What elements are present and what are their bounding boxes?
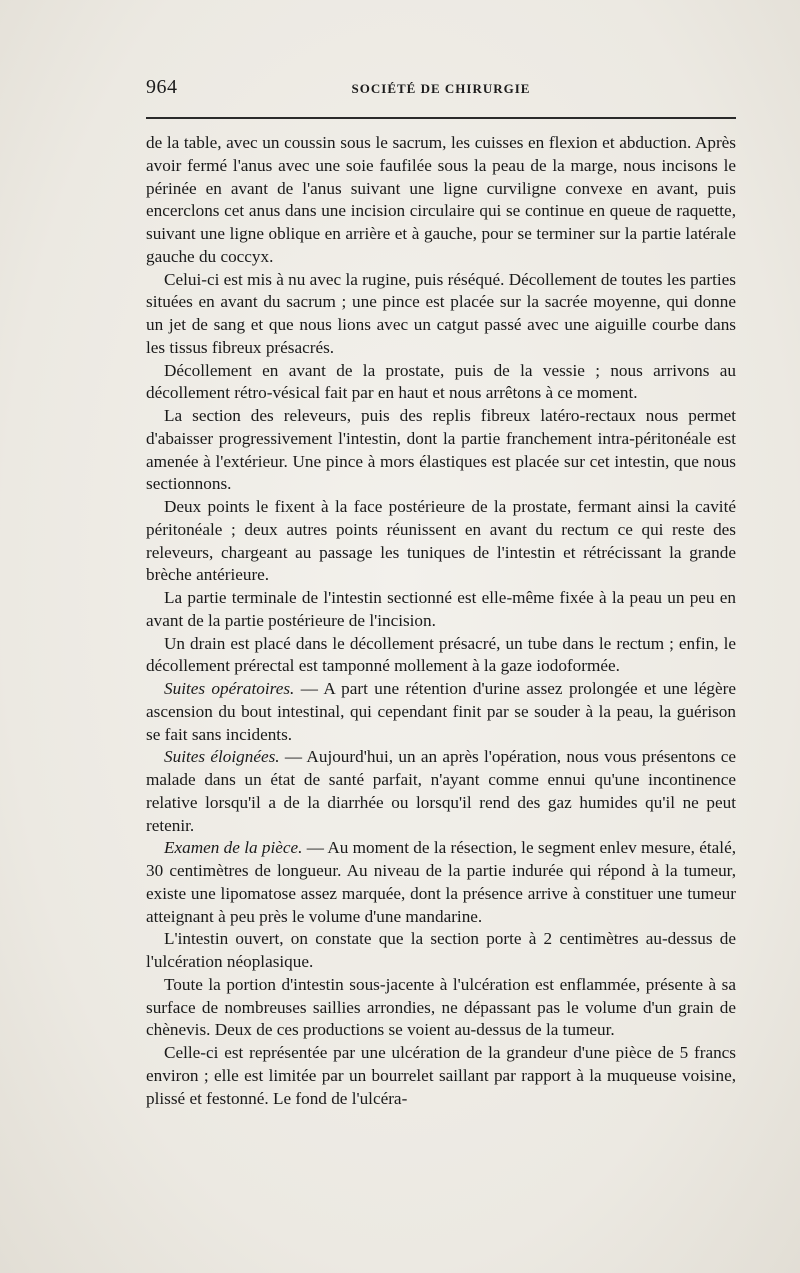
paragraph: Celui-ci est mis à nu avec la rugine, puis réséqué. Décollement de toutes les parties situées en avant du sacrum ; une pince est placée sur la sacrée moyenne, qui donne un jet de sang et que nous lions avec un catgut passé avec une aiguille courbe dans les tissus fibreux présacrés. xyxy=(146,269,736,357)
section-lead: Suites éloignées. xyxy=(164,747,280,767)
paragraph: de la table, avec un coussin sous le sacrum, les cuisses en flexion et abduction. Après avoir fermé l'anus avec une soie faufilée sous la peau de la marge, nous incisons le périnée en avant de l'anus suivant une ligne curviligne convexe en avant, puis encerclons cet anus dans une incision circulaire qui se continue en queue de raquette, suivant une ligne oblique en arrière et à gauche, pour se terminer sur la partie latérale gauche du coccyx. xyxy=(146,133,736,266)
page-header xyxy=(146,76,736,104)
paragraph: Toute la portion d'intestin sous-jacente à l'ulcération est enflammée, présente à sa surface de nombreuses saillies arrondies, ne dépassant pas le volume d'un grain de chènevis. Deux de ces productions se voient au-dessus de la tumeur. xyxy=(146,974,736,1040)
paragraph: Deux points le fixent à la face postérieure de la prostate, fermant ainsi la cavité péritonéale ; deux autres points réunissent en avant du rectum ce qui reste des releveurs, chargeant au passage les tuniques de l'intestin et rétrécissant la grande brèche antérieure. xyxy=(146,497,736,585)
paragraph: Un drain est placé dans le décollement présacré, un tube dans le rectum ; enfin, le décollement prérectal est tamponné mollement à la gaze iodoformée. xyxy=(146,633,736,676)
paragraph-text: — Aujourd'hui, un an après l'opération, nous vous présentons ce malade dans un état de santé parfait, n'ayant comme ennui qu'une incontinence relative lorsqu'il a de la diarrhée ou lorsqu'il rend des gaz humides qu'il ne peut retenir. xyxy=(146,747,736,835)
paragraph-text: — Au moment de la résection, le segment enlev mesure, étalé, 30 centimètres de longueur. Au niveau de la partie indurée qui répond à la tumeur, existe une lipomatose assez marquée, dont la présence arrive à constituer une tumeur atteignant à peu près le volume d'une mandarine. xyxy=(146,838,736,926)
paragraph: L'intestin ouvert, on constate que la section porte à 2 centimètres au-dessus de l'ulcération néoplasique. xyxy=(146,929,736,971)
paragraph-suites-eloignees xyxy=(146,746,736,837)
header-rule xyxy=(146,117,736,119)
paragraph: Celle-ci est représentée par une ulcération de la grandeur d'une pièce de 5 francs environ ; elle est limitée par un bourrelet saillant par rapport à la muqueuse voisine, plissé et festonné. Le fond de l'ulcéra- xyxy=(146,1043,736,1108)
paragraph: Décollement en avant de la prostate, puis de la vessie ; nous arrivons au décollement rétro-vésical fait par en haut et nous arrêtons à ce moment. xyxy=(146,360,736,403)
body-text xyxy=(146,132,736,1110)
page-number: 964 xyxy=(146,76,178,98)
section-lead: Suites opératoires. xyxy=(164,679,295,698)
running-title: SOCIÉTÉ DE CHIRURGIE xyxy=(351,81,531,96)
paragraph: La partie terminale de l'intestin sectionné est elle-même fixée à la peau un peu en avant de la partie postérieure de l'incision. xyxy=(146,588,736,630)
paragraph-examen-piece xyxy=(146,837,736,928)
section-lead: Examen de la pièce. xyxy=(164,838,303,858)
paragraph: La section des releveurs, puis des replis fibreux latéro-rectaux nous permet d'abaisser progressivement l'intestin, dont la partie franchement intra-péritonéale est amenée à l'extérieur. Une pince à mors élastiques est placée sur cet intestin, que nous sectionnons. xyxy=(146,406,736,494)
paragraph-text: — A part une rétention d'urine assez prolongée et une légère ascension du bout intestinal, qui cependant finit par se souder à la peau, la guérison se fait sans incidents. xyxy=(146,679,736,744)
paragraph-suites-operatoires xyxy=(146,678,736,746)
